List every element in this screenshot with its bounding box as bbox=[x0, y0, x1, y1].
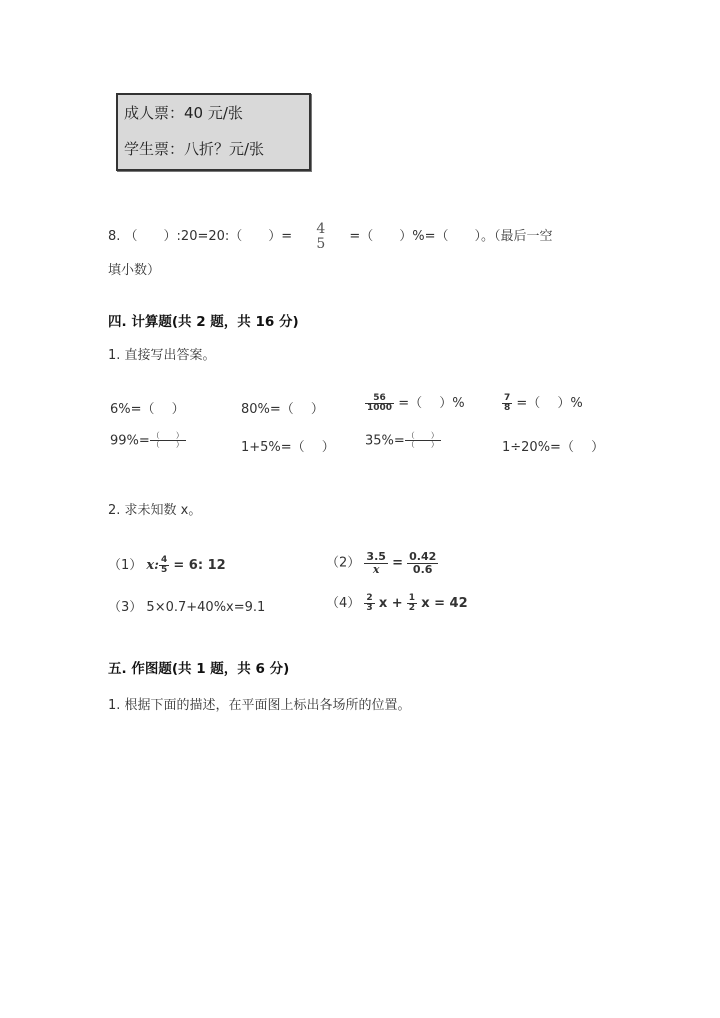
eq-label: （2） bbox=[326, 555, 361, 571]
calc-item: 1+5%=（ ） bbox=[241, 440, 335, 455]
blank-fraction bbox=[150, 432, 186, 450]
adult-ticket-price: 成人票：40 元/张 bbox=[124, 104, 243, 122]
equals: = bbox=[392, 555, 403, 571]
numerator: 3.5 bbox=[366, 550, 386, 563]
numerator: 1 bbox=[408, 592, 416, 603]
section-4-title: 四. 计算题(共 2 题，共 16 分) bbox=[108, 314, 299, 330]
fraction bbox=[407, 594, 417, 614]
student-ticket-price: 学生票：八折？元/张 bbox=[124, 140, 265, 158]
numerator: 4 bbox=[160, 554, 168, 565]
question-8 bbox=[108, 222, 553, 251]
fraction bbox=[407, 551, 438, 575]
denominator: （ ） bbox=[151, 440, 184, 450]
eq-term: x + bbox=[378, 596, 403, 611]
q8-part2: =（ ）%=（ ）。（最后一空 bbox=[349, 229, 553, 245]
eq-term: = 6: 12 bbox=[173, 558, 226, 573]
section-5-title: 五. 作图题(共 1 题，共 6 分) bbox=[108, 661, 290, 677]
denominator: 5 bbox=[316, 235, 326, 252]
eq-label: （1） bbox=[108, 558, 143, 573]
calc-rest: =（ ）% bbox=[516, 396, 583, 411]
numerator: 56 bbox=[365, 394, 394, 404]
calc-item bbox=[502, 392, 583, 413]
fraction bbox=[364, 594, 374, 614]
question-number: 8. bbox=[108, 229, 121, 245]
denominator: 0.6 bbox=[412, 562, 433, 576]
numerator: 0.42 bbox=[409, 550, 437, 563]
calc-rest: =（ ）% bbox=[398, 396, 465, 411]
calc-item: 1÷20%=（ ） bbox=[502, 440, 605, 455]
calc-lead: 35%= bbox=[365, 433, 405, 449]
numerator: （ ） bbox=[151, 431, 184, 440]
calc-item bbox=[110, 432, 186, 450]
calc-lead: 99%= bbox=[110, 433, 150, 449]
calc-item bbox=[365, 392, 465, 413]
fraction bbox=[502, 394, 512, 414]
denominator: 2 bbox=[408, 603, 416, 613]
eq-term: x = 42 bbox=[421, 596, 468, 611]
fraction-4-5 bbox=[314, 222, 327, 251]
numerator: 7 bbox=[504, 392, 511, 403]
numerator: （ ） bbox=[406, 431, 439, 440]
q8-line2: 填小数） bbox=[108, 263, 161, 278]
equation-2 bbox=[326, 551, 438, 575]
fraction bbox=[159, 556, 169, 576]
denominator: 8 bbox=[504, 403, 511, 413]
calc-item bbox=[365, 432, 441, 450]
equation-3 bbox=[108, 596, 265, 615]
equation-4 bbox=[326, 592, 468, 613]
q8-part1: （ ）:20=20:（ ）= bbox=[124, 229, 293, 245]
calc-item: 6%=（ ） bbox=[110, 402, 185, 417]
q4-2-prompt: 2. 求未知数 x。 bbox=[108, 503, 202, 518]
q5-1-prompt: 1. 根据下面的描述，在平面图上标出各场所的位置。 bbox=[108, 698, 411, 713]
denominator: 3 bbox=[366, 603, 373, 613]
fraction bbox=[364, 551, 388, 575]
eq-term: x: bbox=[146, 558, 159, 573]
equation-1 bbox=[108, 554, 226, 575]
eq-label: （4） bbox=[326, 596, 361, 611]
q4-1-prompt: 1. 直接写出答案。 bbox=[108, 348, 216, 363]
numerator: 4 bbox=[316, 221, 326, 237]
denominator: 5 bbox=[160, 565, 168, 575]
eq-term: 5×0.7+40%x=9.1 bbox=[146, 600, 266, 615]
eq-label: （3） bbox=[108, 600, 143, 615]
calc-item: 80%=（ ） bbox=[241, 402, 324, 417]
ticket-price-box bbox=[116, 93, 311, 171]
denominator: x bbox=[372, 562, 380, 576]
denominator: （ ） bbox=[406, 440, 439, 450]
blank-fraction bbox=[405, 432, 441, 450]
denominator: 1000 bbox=[367, 403, 393, 413]
numerator: 2 bbox=[366, 592, 373, 603]
fraction bbox=[365, 394, 394, 414]
